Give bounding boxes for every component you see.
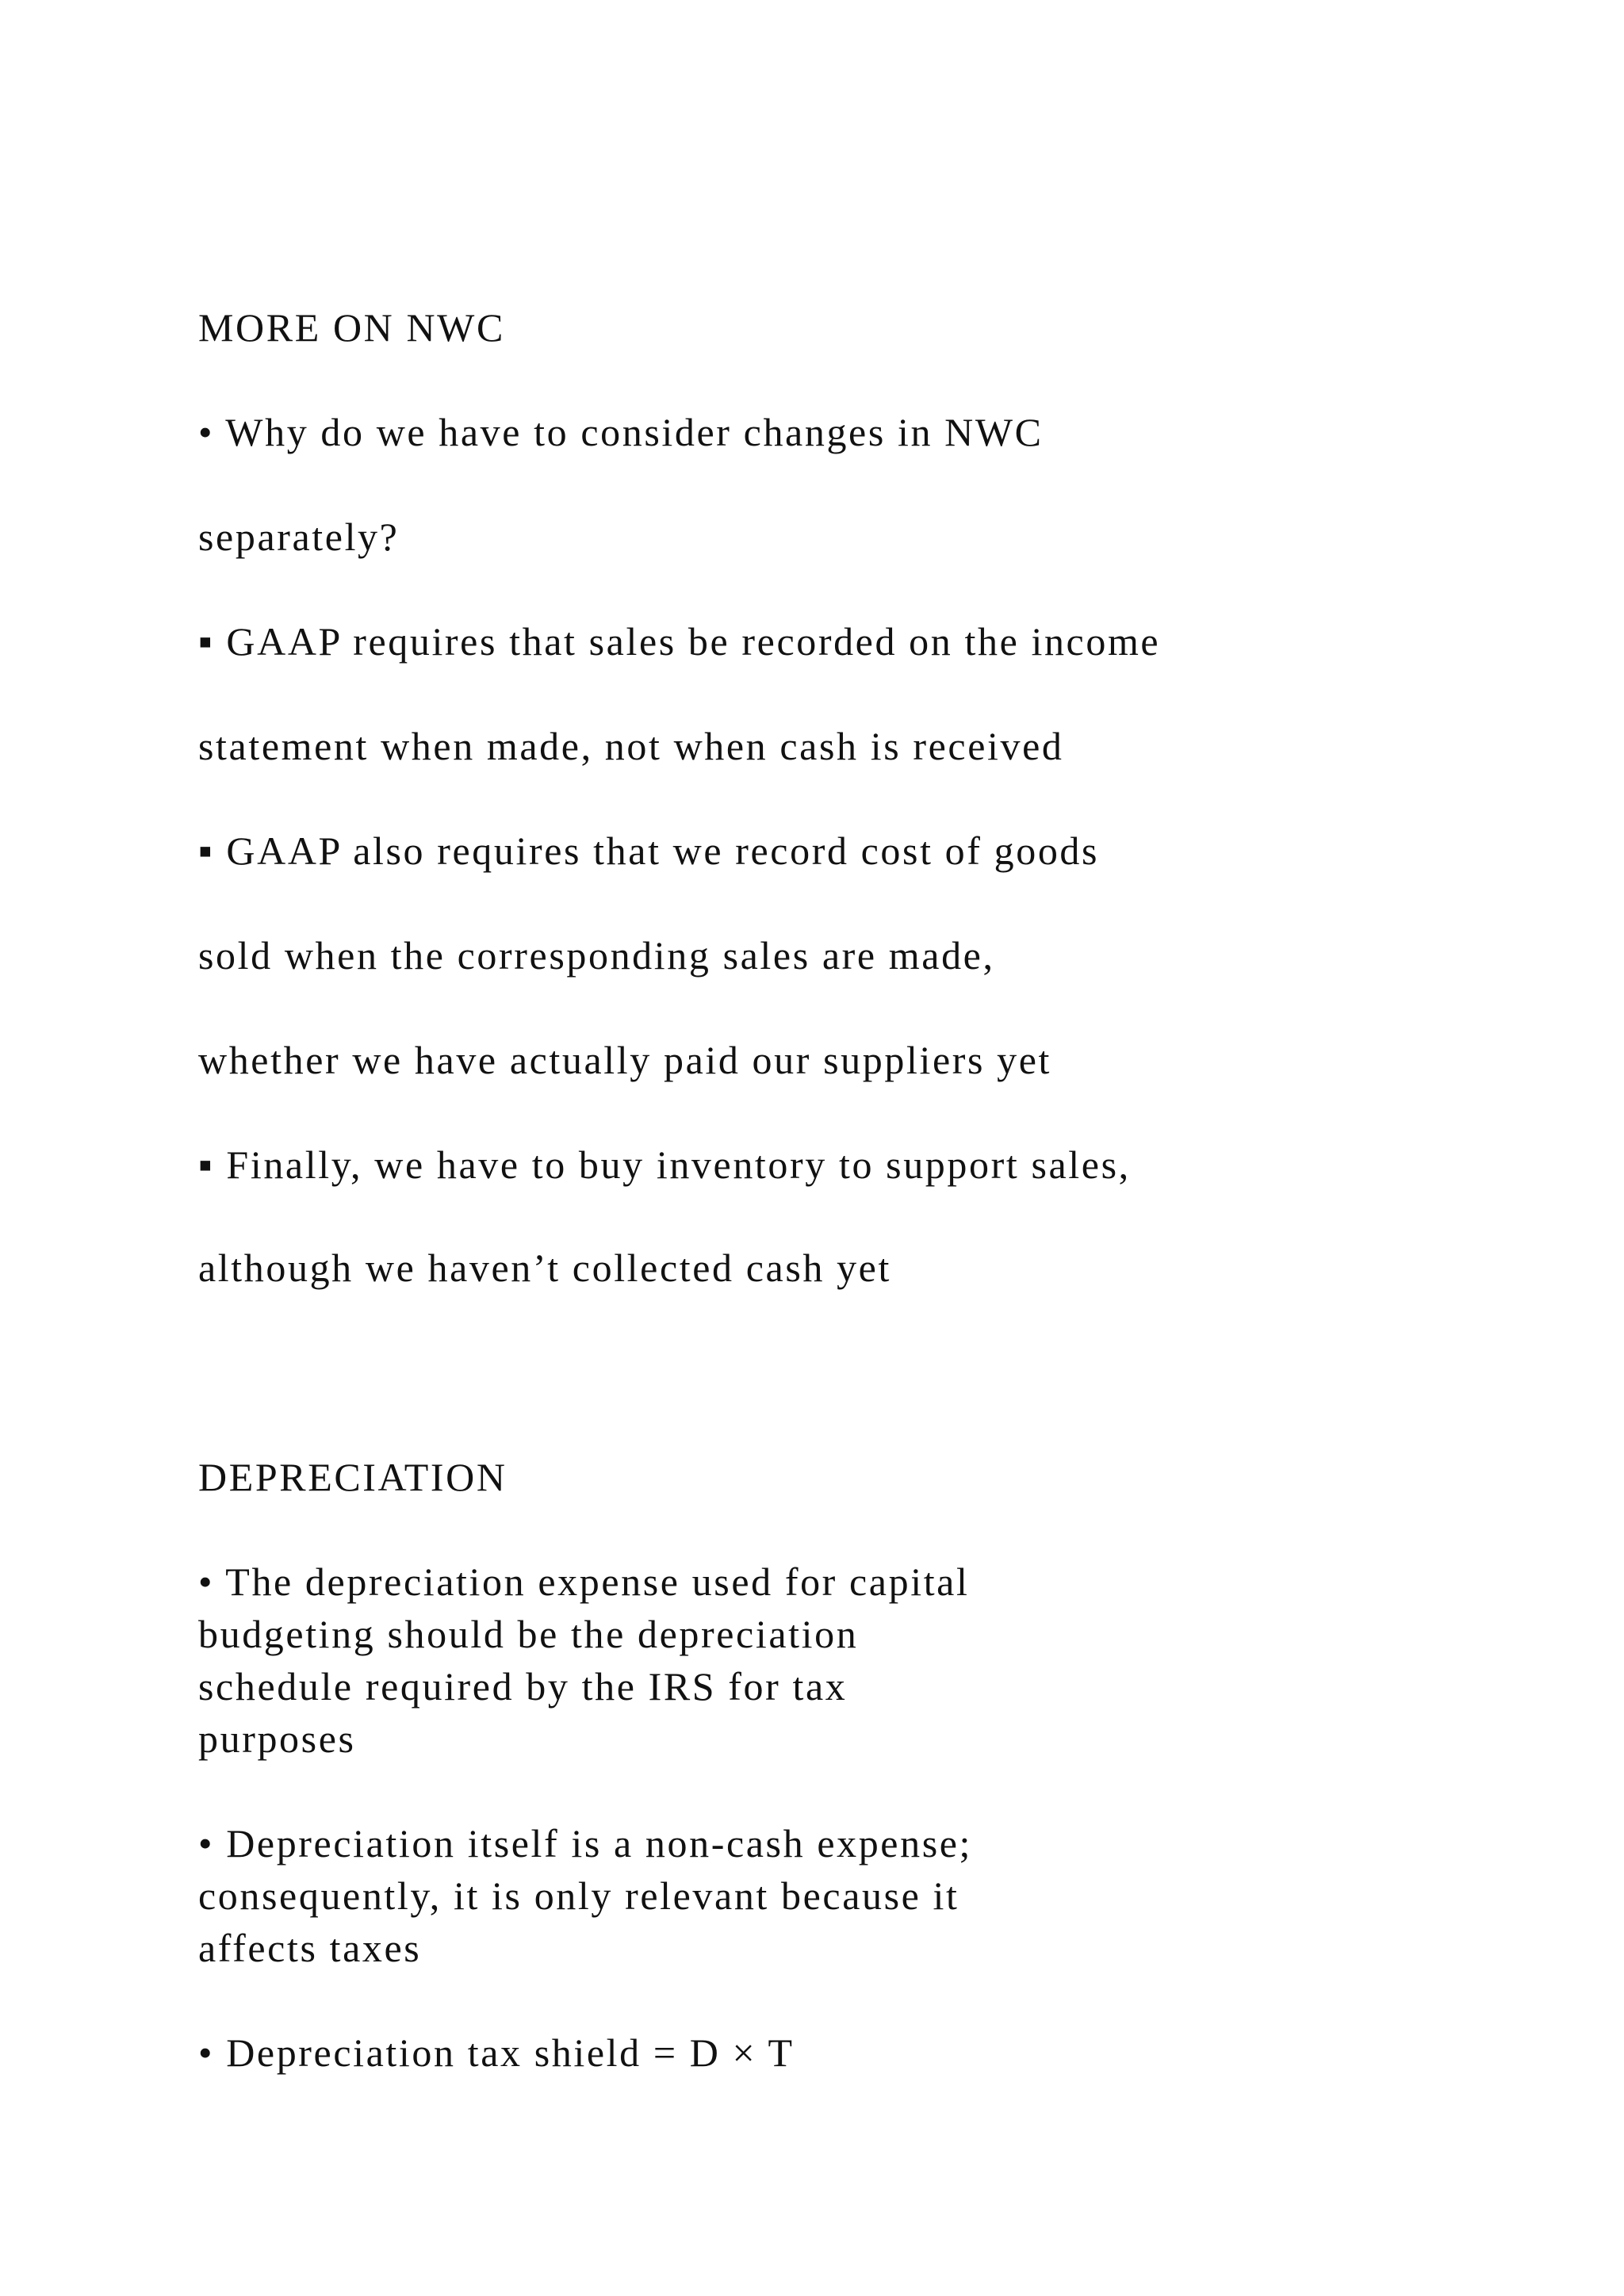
text-line: • Depreciation itself is a non-cash expense; xyxy=(198,1821,973,1866)
section-heading-nwc: MORE ON NWC xyxy=(198,305,505,350)
section-heading-depreciation: DEPRECIATION xyxy=(198,1455,508,1499)
text-line: ▪ Finally, we have to buy inventory to support sales, xyxy=(198,1142,1131,1187)
text-line: although we haven’t collected cash yet xyxy=(198,1246,891,1290)
text-line: purposes xyxy=(198,1716,356,1761)
text-line: affects taxes xyxy=(198,1926,422,1970)
text-line: • The depreciation expense used for capital xyxy=(198,1559,970,1604)
text-line: • Depreciation tax shield = D × T xyxy=(198,2030,795,2075)
text-line: statement when made, not when cash is received xyxy=(198,724,1064,768)
text-line: consequently, it is only relevant because it xyxy=(198,1873,959,1918)
text-line: • Why do we have to consider changes in NWC xyxy=(198,410,1044,454)
text-line: separately? xyxy=(198,515,400,559)
text-line: schedule required by the IRS for tax xyxy=(198,1664,848,1709)
text-line: ▪ GAAP requires that sales be recorded on the income xyxy=(198,619,1161,664)
text-line: sold when the corresponding sales are made, xyxy=(198,933,995,978)
text-line: whether we have actually paid our suppliers yet xyxy=(198,1038,1052,1082)
text-line: budgeting should be the depreciation xyxy=(198,1612,859,1656)
text-line: ▪ GAAP also requires that we record cost of goods xyxy=(198,828,1100,873)
